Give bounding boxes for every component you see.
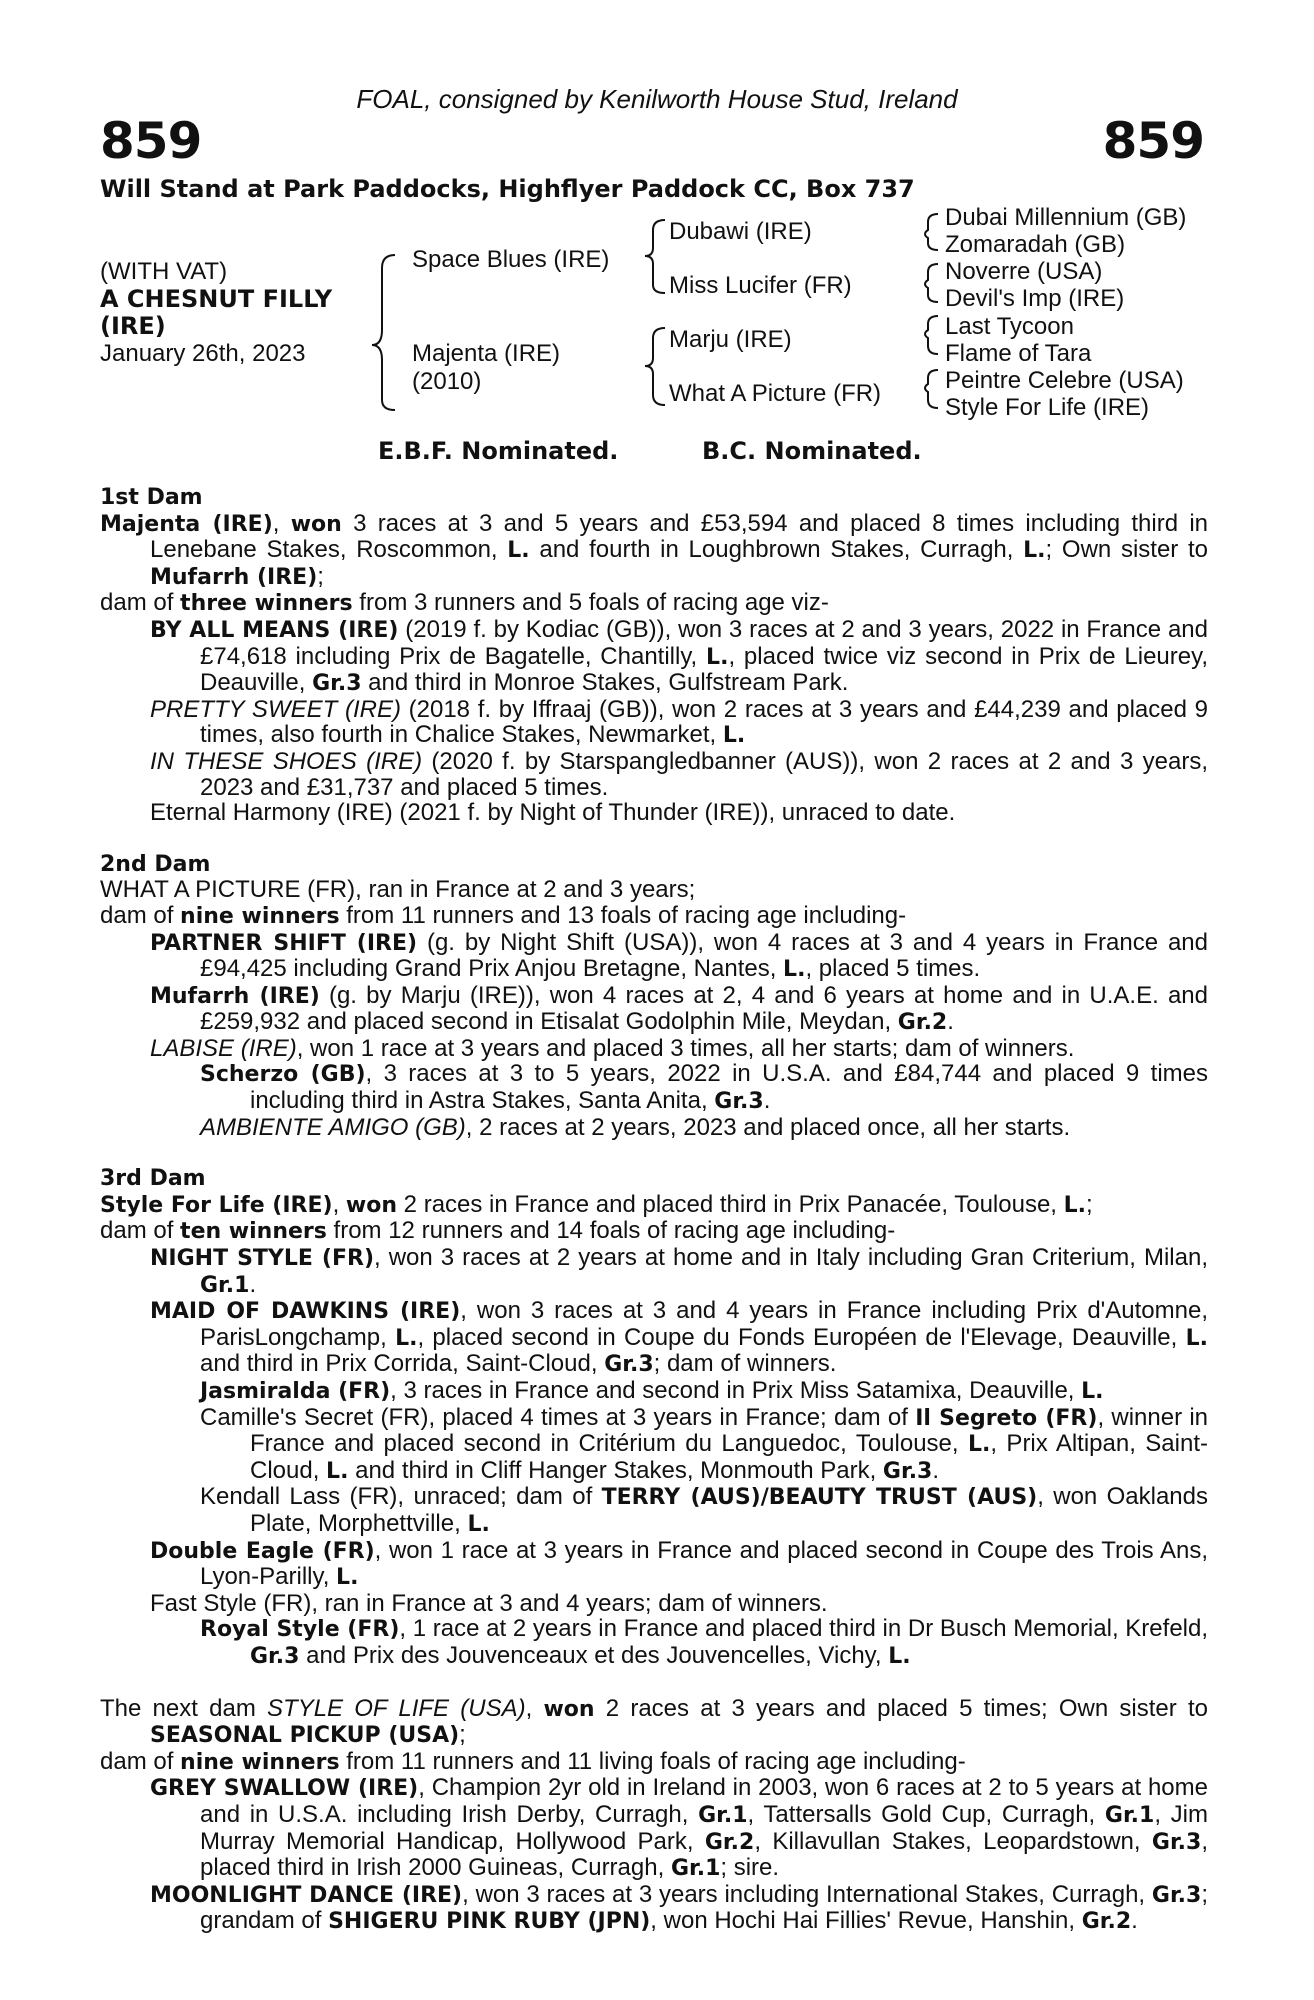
produce-entry: Mufarrh (IRE) (g. by Marju (IRE)), won 4 races at 2, 4 and 6 years at home and in U.A.E. and £259,932 and placed second in Etisalat Godolphin Mile, Meydan, Gr.2. xyxy=(150,981,1208,1036)
dam-sire-dam: Flame of Tara xyxy=(945,340,1092,367)
produce-entry: PRETTY SWEET (IRE) (2018 f. by Iffraaj (GB)), won 2 races at 3 years and £44,239 and placed 9 times, also fourth in Chalice Stakes, Newmarket, L. xyxy=(150,695,1209,749)
foaling-date: January 26th, 2023 xyxy=(100,340,306,367)
produce-entry: NIGHT STYLE (FR), won 3 races at 2 years at home and in Italy including Gran Criterium, Milan, Gr.1. xyxy=(150,1244,1208,1298)
produce-entry: AMBIENTE AMIGO (GB), 2 races at 2 years, 2023 and placed once, all her starts. xyxy=(200,1113,1071,1141)
dam-name: Majenta (IRE) xyxy=(412,340,561,367)
sire-dam: Miss Lucifer (FR) xyxy=(669,272,852,299)
consignor-line: FOAL, consigned by Kenilworth House Stud, Ireland xyxy=(356,84,958,114)
lot-number-right: 859 xyxy=(1102,112,1204,170)
first-dam-produce-summary: dam of three winners from 3 runners and 5 foals of racing age viz- xyxy=(100,589,829,617)
produce-entry: IN THESE SHOES (IRE) (2020 f. by Starspangledbanner (AUS)), won 2 races at 2 and 3 years, 2023 and £31,737 and placed 5 times. xyxy=(150,747,1208,801)
stabling-location: Will Stand at Park Paddocks, Highflyer Paddock CC, Box 737 xyxy=(100,175,915,203)
second-dam-heading: 2nd Dam xyxy=(100,851,211,877)
produce-entry: Kendall Lass (FR), unraced; dam of TERRY (AUS)/BEAUTY TRUST (AUS), won Oaklands Plate, Morphettville, L. xyxy=(200,1483,1208,1537)
bracket-gen3-3 xyxy=(925,316,938,354)
produce-entry: Camille's Secret (FR), placed 4 times at 3 years in France; dam of Il Segreto (FR), winner in France and placed second in Critérium du Languedoc, Toulouse, L., Prix Altipan, Saint-Cloud, L. and third in Cliff Hanger Stakes, Monmouth Park, Gr.3. xyxy=(200,1403,1209,1484)
dam-sire: Marju (IRE) xyxy=(669,326,792,353)
sire-dam-dam: Devil's Imp (IRE) xyxy=(945,285,1125,312)
produce-entry: BY ALL MEANS (IRE) (2019 f. by Kodiac (GB)), won 3 races at 2 and 3 years, 2022 in France and £74,618 including Prix de Bagatelle, Chantilly, L., placed twice viz second in Prix de Lieurey, Deauville, Gr.3 and third in Monroe Stakes, Gulfstream Park. xyxy=(150,615,1208,697)
sire-sire: Dubawi (IRE) xyxy=(669,218,812,245)
bracket-gen1 xyxy=(372,255,395,410)
sire-sire-sire: Dubai Millennium (GB) xyxy=(945,204,1187,231)
first-dam-record: Majenta (IRE), won 3 races at 3 and 5 years and £53,594 and placed 8 times including third in Lenebane Stakes, Roscommon, L. and fourth in Loughbrown Stakes, Curragh, L.; Own sister to Mufarrh (IRE); xyxy=(100,509,1209,590)
produce-entry: PARTNER SHIFT (IRE) (g. by Night Shift (USA)), won 4 races at 3 and 4 years in France and £94,425 including Grand Prix Anjou Bretagne, Nantes, L., placed 5 times. xyxy=(150,928,1208,983)
produce-entry: Eternal Harmony (IRE) (2021 f. by Night of Thunder (IRE)), unraced to date. xyxy=(150,799,956,827)
produce-entry: MOONLIGHT DANCE (IRE), won 3 races at 3 years including International Stakes, Curragh, Gr.3; grandam of SHIGERU PINK RUBY (JPN), won Hochi Hai Fillies' Revue, Hanshin, Gr.2. xyxy=(150,1880,1208,1935)
bracket-gen3-4 xyxy=(925,370,938,408)
bracket-gen2-dam xyxy=(645,328,665,405)
produce-entry: Double Eagle (FR), won 1 race at 3 years in France and placed second in Coupe des Trois Ans, Lyon-Parilly, L. xyxy=(150,1536,1208,1591)
first-dam-sister: Mufarrh (IRE) xyxy=(150,564,318,590)
third-dam-produce-summary: dam of ten winners from 12 runners and 14 foals of racing age including- xyxy=(100,1217,896,1245)
produce-entry: Fast Style (FR), ran in France at 3 and 4 years; dam of winners. xyxy=(150,1589,828,1617)
third-dam-heading: 3rd Dam xyxy=(100,1166,206,1192)
next-dam-record: The next dam STYLE OF LIFE (USA), won 2 races at 3 years and placed 5 times; Own sister to SEASONAL PICKUP (USA); xyxy=(100,1694,1208,1749)
catalogue-body xyxy=(100,485,1208,1935)
bc-nomination: B.C. Nominated. xyxy=(702,437,922,465)
dam-dam-dam: Style For Life (IRE) xyxy=(945,394,1150,421)
sire-name: Space Blues (IRE) xyxy=(412,246,610,273)
second-dam-record: WHAT A PICTURE (FR), ran in France at 2 and 3 years; xyxy=(100,876,696,904)
dam-dam: What A Picture (FR) xyxy=(669,380,882,407)
produce-entry: Jasmiralda (FR), 3 races in France and second in Prix Miss Satamixa, Deauville, L. xyxy=(200,1377,1104,1404)
ebf-nomination: E.B.F. Nominated. xyxy=(378,437,619,465)
produce-entry: GREY SWALLOW (IRE), Champion 2yr old in Ireland in 2003, won 6 races at 2 to 5 years at home and in U.S.A. including Irish Derby, Curragh, Gr.1, Tattersalls Gold Cup, Curragh, Gr.1, Jim Murray Memorial Handicap, Hollywood Park, Gr.2, Killavullan Stakes, Leopardstown, Gr.3, placed third in Irish 2000 Guineas, Curragh, Gr.1; sire. xyxy=(150,1774,1209,1882)
vat-note: (WITH VAT) xyxy=(100,258,228,285)
next-dam-produce-summary: dam of nine winners from 11 runners and 11 living foals of racing age including- xyxy=(100,1747,966,1775)
sire-dam-sire: Noverre (USA) xyxy=(945,258,1103,285)
sire-sire-dam: Zomaradah (GB) xyxy=(945,231,1126,258)
bracket-gen3-1 xyxy=(925,214,938,250)
produce-entry: LABISE (IRE), won 1 race at 3 years and placed 3 times, all her starts; dam of winners. xyxy=(150,1034,1075,1062)
produce-entry: Royal Style (FR), 1 race at 2 years in France and placed third in Dr Busch Memorial, Krefeld, Gr.3 and Prix des Jouvenceaux et des Jouvencelles, Vichy, L. xyxy=(200,1615,1209,1669)
horse-name: A CHESNUT FILLY xyxy=(100,285,333,313)
second-dam-produce-summary: dam of nine winners from 11 runners and 13 foals of racing age including- xyxy=(100,901,907,929)
bracket-gen2-sire xyxy=(645,220,665,293)
dam-sire-sire: Last Tycoon xyxy=(945,313,1074,340)
first-dam-name: Majenta (IRE) xyxy=(100,511,273,537)
dam-dam-sire: Peintre Celebre (USA) xyxy=(945,367,1184,394)
lot-number-left: 859 xyxy=(100,112,202,170)
bracket-gen3-2 xyxy=(925,264,938,302)
produce-entry: Scherzo (GB), 3 races at 3 to 5 years, 2022 in U.S.A. and £84,744 and placed 9 times including third in Astra Stakes, Santa Anita, Gr.3. xyxy=(200,1060,1208,1115)
first-dam-heading: 1st Dam xyxy=(100,485,203,510)
dam-year: (2010) xyxy=(412,368,482,395)
third-dam-record: Style For Life (IRE), won 2 races in France and placed third in Prix Panacée, Toulouse, L.; xyxy=(100,1190,1093,1218)
produce-entry: MAID OF DAWKINS (IRE), won 3 races at 3 and 4 years in France including Prix d'Automne, ParisLongchamp, L., placed second in Coupe du Fonds Européen de l'Elevage, Deauville, L. and third in Prix Corrida, Saint-Cloud, Gr.3; dam of winners. xyxy=(150,1297,1208,1378)
horse-origin: (IRE) xyxy=(100,312,166,340)
